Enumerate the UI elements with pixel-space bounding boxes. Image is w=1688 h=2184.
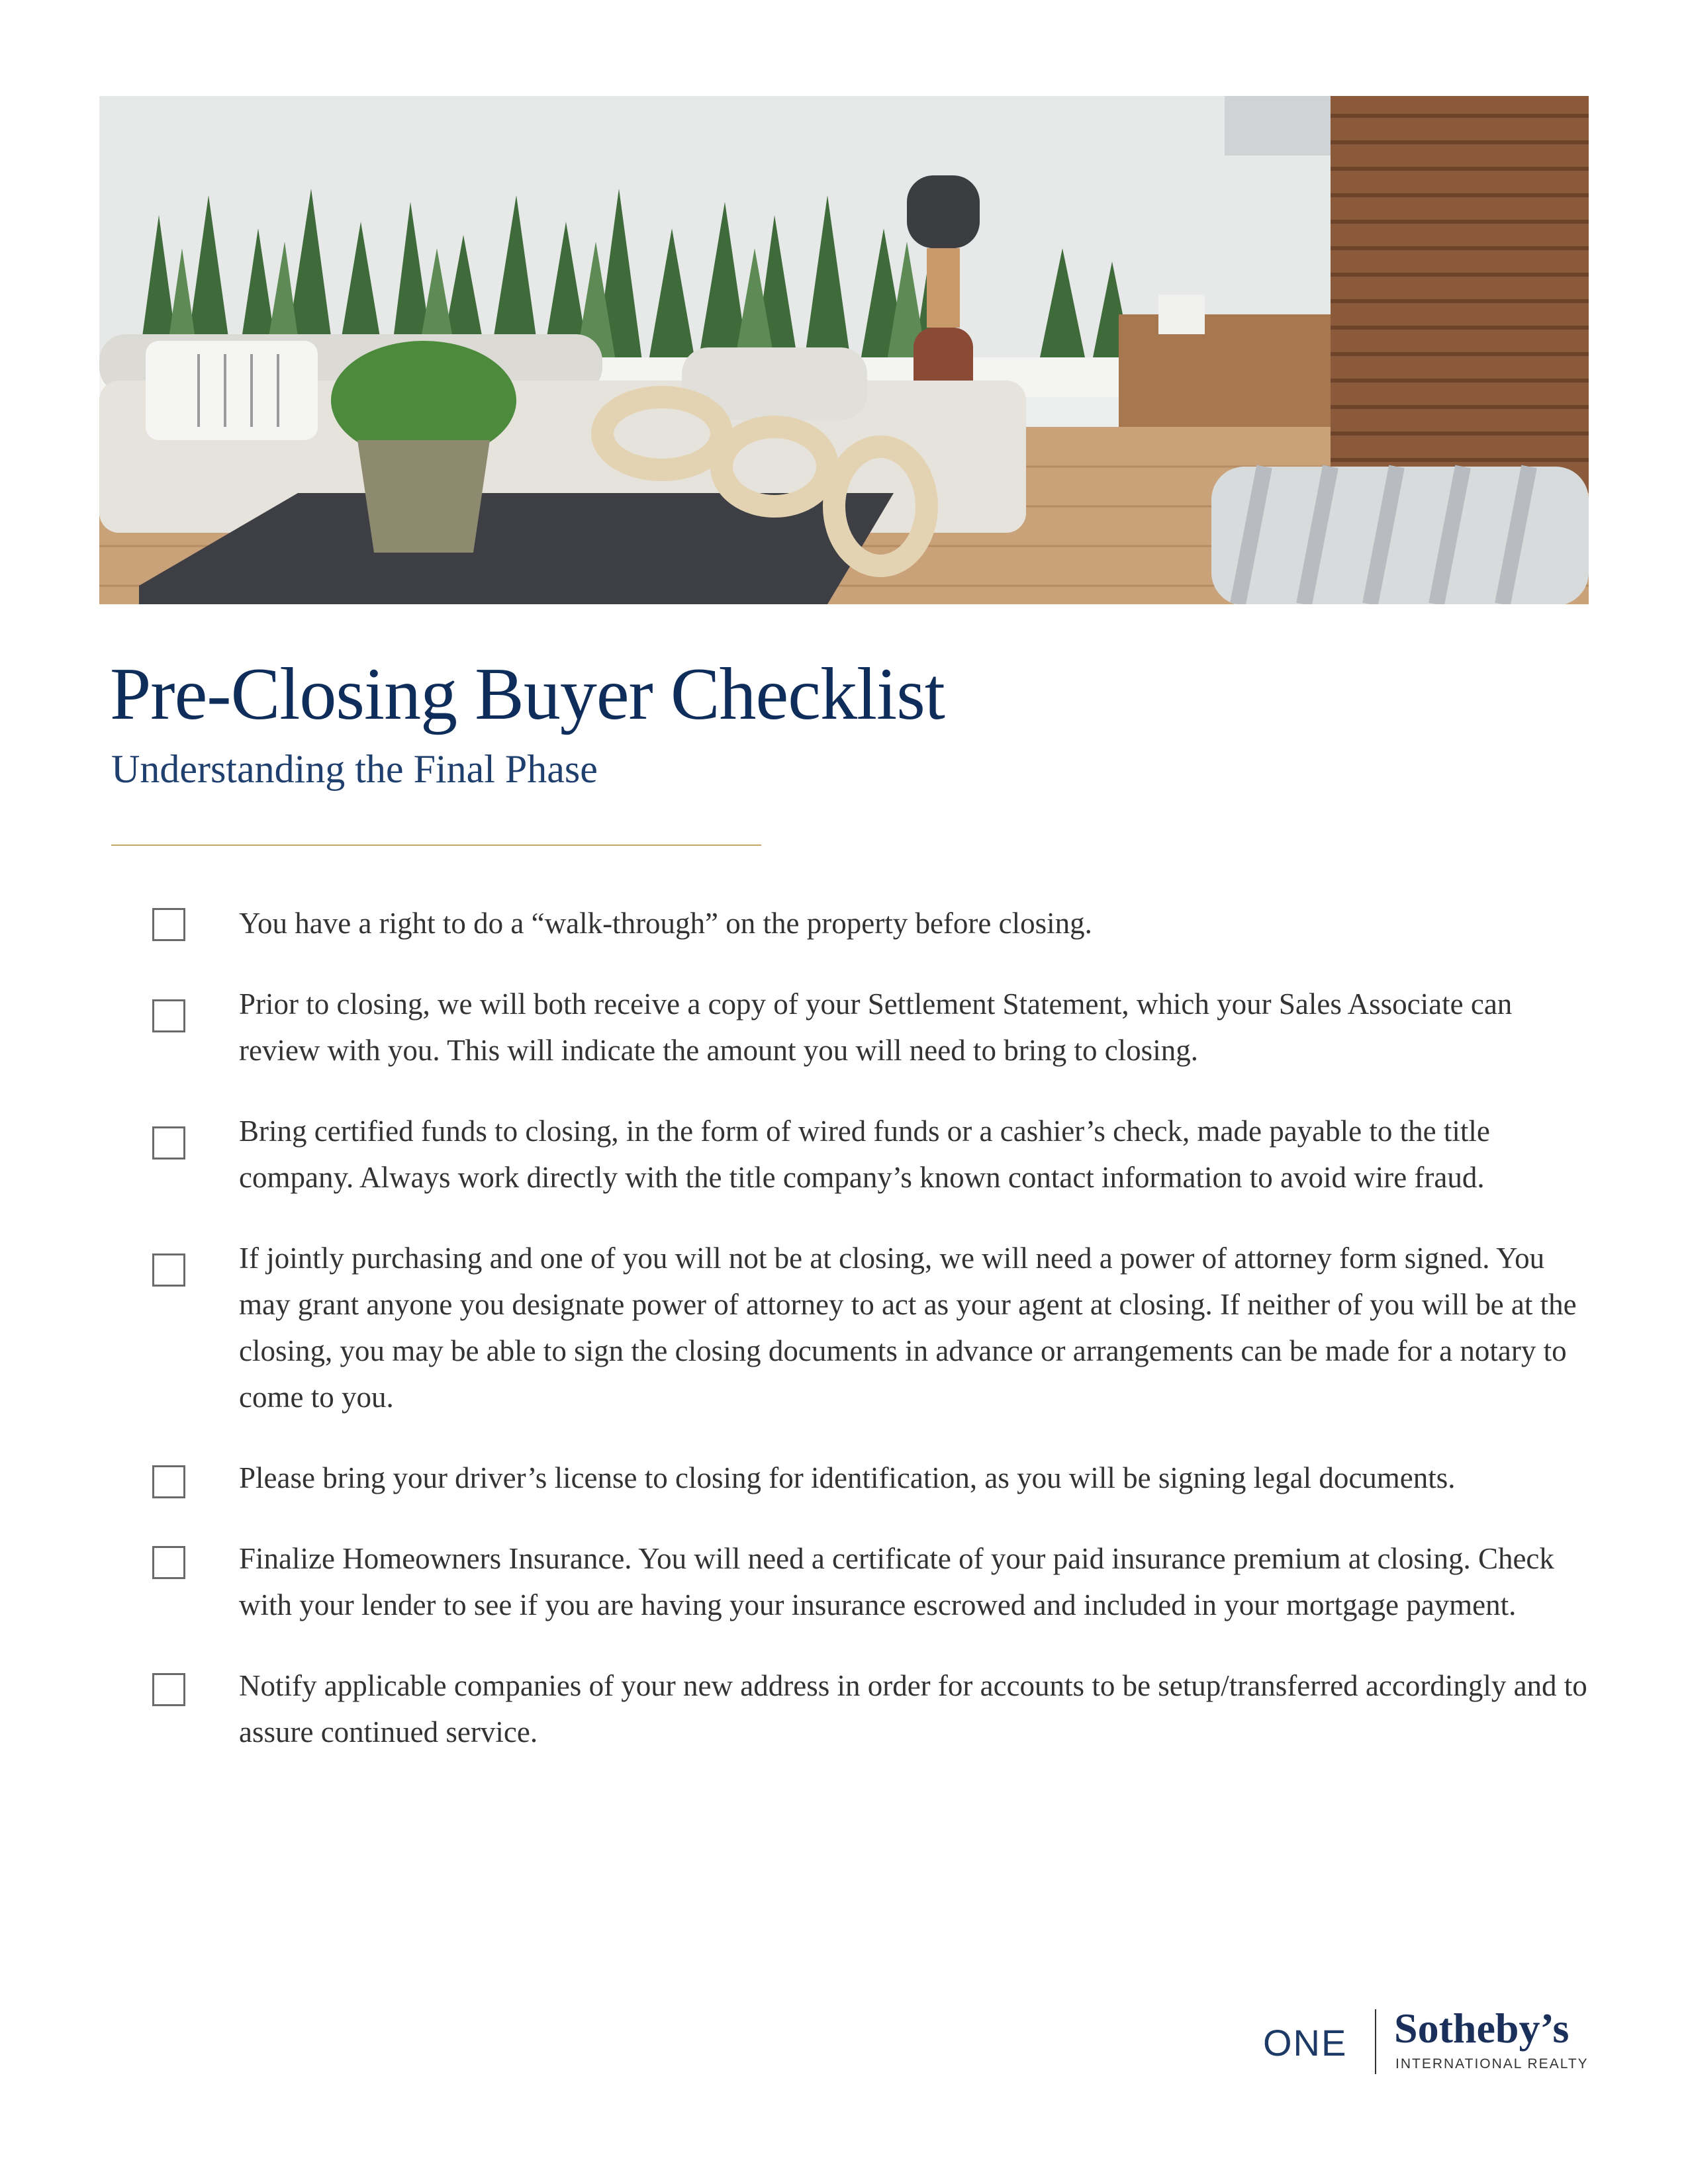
brand-logo: [1263, 2004, 1589, 2077]
checklist-item-text: You have a right to do a “walk-through” on the property before closing.: [239, 907, 1092, 940]
checklist-item: [152, 1662, 1595, 1755]
checkbox[interactable]: [152, 908, 185, 941]
checklist-item: [152, 981, 1595, 1073]
page-subtitle: Understanding the Final Phase: [111, 747, 598, 791]
checklist-item: [152, 1455, 1595, 1501]
checklist: [152, 900, 1595, 1790]
checklist-item-text: Bring certified funds to closing, in the form of wired funds or a cashier’s check, made payable to the title company. Always work directly with the title company’s known contact information to avoid wire fraud.: [239, 1115, 1490, 1194]
patio-photo: [99, 96, 1589, 604]
checkbox[interactable]: [152, 1673, 185, 1706]
checklist-item-text: Please bring your driver’s license to closing for identification, as you will be signing legal documents.: [239, 1461, 1456, 1494]
checklist-item: [152, 1535, 1595, 1628]
logo-tagline: INTERNATIONAL REALTY: [1395, 2056, 1589, 2071]
page-title: Pre-Closing Buyer Checklist: [110, 653, 945, 735]
checkbox[interactable]: [152, 999, 185, 1032]
checklist-item: [152, 1108, 1595, 1201]
logo-brand: Sotheby’s: [1394, 2005, 1570, 2052]
checkbox[interactable]: [152, 1253, 185, 1287]
checklist-item-text: Finalize Homeowners Insurance. You will need a certificate of your paid insurance premium at closing. Check with your lender to see if you are having your insurance escrowed and included in your mortgage payment.: [239, 1542, 1554, 1621]
logo-prefix: ONE: [1263, 2022, 1348, 2064]
checklist-item: [152, 900, 1595, 946]
checklist-item-text: Prior to closing, we will both receive a copy of your Settlement Statement, which your Sales Associate can review with you. This will indicate the amount you will need to bring to closing.: [239, 987, 1513, 1067]
checkbox[interactable]: [152, 1126, 185, 1160]
checklist-item: [152, 1235, 1595, 1420]
checkbox[interactable]: [152, 1465, 185, 1498]
hero-image: [99, 96, 1589, 604]
checklist-item-text: Notify applicable companies of your new address in order for accounts to be setup/transferred accordingly and to assure continued service.: [239, 1669, 1587, 1749]
logo-divider: [1375, 2009, 1376, 2074]
title-divider: [111, 844, 761, 846]
checkbox[interactable]: [152, 1546, 185, 1579]
checklist-item-text: If jointly purchasing and one of you will not be at closing, we will need a power of attorney form signed. You may grant anyone you designate power of attorney to act as your agent at closing. If neither of you will be at the closing, you may be able to sign the closing documents in advance or arrangements can be made for a notary to come to you.: [239, 1242, 1577, 1414]
